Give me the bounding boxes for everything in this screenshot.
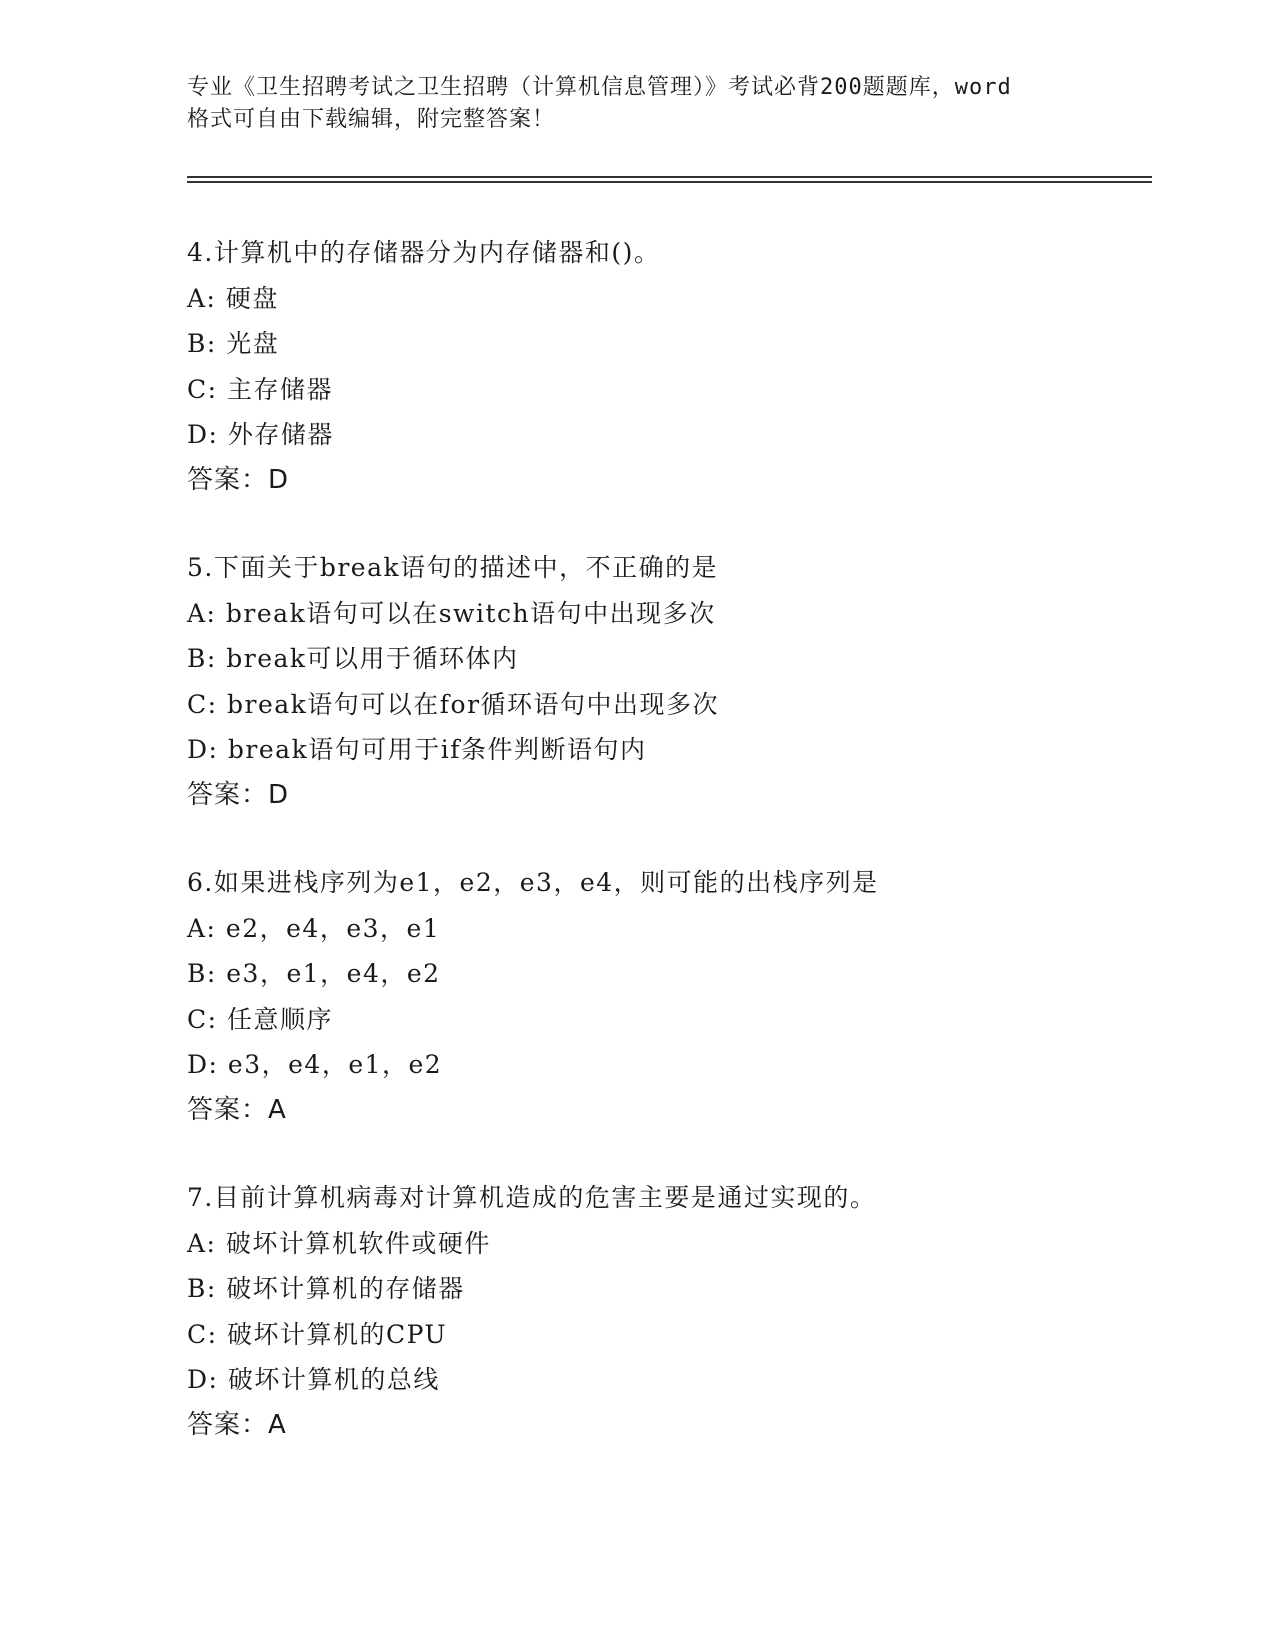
answer-line: 答案：D [187,464,290,495]
answer-line: 答案：A [187,1094,287,1125]
option-c: C: 主存储器 [187,374,333,404]
question-stem: 7.目前计算机病毒对计算机造成的危害主要是通过实现的。 [187,1183,877,1212]
option-d: D: break语句可用于if条件判断语句内 [187,735,647,764]
option-d: D: 破坏计算机的总线 [187,1365,440,1394]
question-4 [187,230,1187,503]
header-divider-top [187,176,1152,178]
option-a: A: break语句可以在switch语句中出现多次 [187,598,716,628]
option-b: B: 光盘 [187,329,280,358]
option-c: C: 任意顺序 [187,1004,333,1034]
question-stem: 5.下面关于break语句的描述中，不正确的是 [187,553,719,582]
header-line-1: 专业《卫生招聘考试之卫生招聘（计算机信息管理）》考试必背200题题库，word [187,75,1012,100]
option-b: B: e3，e1，e4，e2 [187,959,441,988]
answer-line: 答案：A [187,1409,287,1440]
question-list [187,230,1187,1490]
question-7 [187,1175,1187,1448]
option-c: C: 破坏计算机的CPU [187,1319,448,1349]
answer-line: 答案：D [187,779,290,810]
question-5 [187,545,1187,818]
question-stem: 6.如果进栈序列为e1，e2，e3，e4，则可能的出栈序列是 [187,868,879,897]
option-a: A: 硬盘 [187,283,279,313]
option-b: B: 破坏计算机的存储器 [187,1274,465,1303]
option-d: D: 外存储器 [187,420,334,449]
header-divider-bottom [187,181,1152,183]
option-b: B: break可以用于循环体内 [187,644,519,673]
option-d: D: e3，e4，e1，e2 [187,1050,443,1079]
option-c: C: break语句可以在for循环语句中出现多次 [187,689,720,719]
question-stem: 4.计算机中的存储器分为内存储器和()。 [187,238,661,267]
question-6 [187,860,1187,1133]
option-a: A: e2，e4，e3，e1 [187,913,441,943]
document-header [187,72,1087,136]
option-a: A: 破坏计算机软件或硬件 [187,1228,491,1258]
header-line-2: 格式可自由下载编辑，附完整答案！ [187,107,556,132]
